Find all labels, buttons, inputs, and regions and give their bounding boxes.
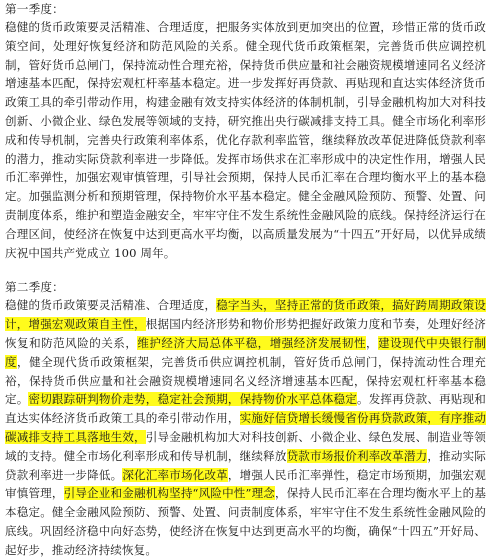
text-run: ，保持人民币汇率在合理均衡水平上的基本稳定。健全金融风险预防、预警、处置、问责制度体系，牢牢守住不发生系统性金融风险的底线。巩固经济稳中向好态势，使经济在恢复中达到更高水平的均衡，确保“十四五”开好局、起好步，推动经济持续恢复。 <box>5 486 487 557</box>
text-run: 。发挥再贷款、再贴现和直达实体经济货币政策工具的牵引带动作用， <box>5 392 486 426</box>
text-run: ，推动实际贷款利率进一步降低。 <box>5 448 486 482</box>
text-run: ，增强人民币汇率弹性，稳定市场预期，加强宏观审慎管理， <box>5 467 486 501</box>
text-run: 稳健的货币政策要灵活精准、合理适度， <box>5 298 217 313</box>
highlighted-text-run: 建设现代中央银行制度 <box>5 335 486 369</box>
text-run: ，健全现代货币政策框架，完善货币供应调控机制，管好货币总闸门，保持流动性合理充裕，保持货币供应量和社会融资规模增速同名义经济增速基本匹配，保持宏观杠杆率基本稳定。 <box>5 354 486 407</box>
highlighted-text-run: 深化汇率市场化改革 <box>122 467 228 482</box>
highlighted-text-run: 贷款市场报价利率改革潜力 <box>286 448 428 463</box>
text-run: 根据国内经济形势和物价形势把握好政策力度和节奏，处理好经济恢复和防范风险的关系， <box>5 317 486 350</box>
q2-section <box>5 279 486 559</box>
highlighted-text-run: 密切跟踪研判物价走势，稳定社会预期，保持物价水平总体稳定 <box>28 392 357 407</box>
q2-section-title: 第二季度： <box>5 280 64 295</box>
q1-paragraph <box>5 18 486 262</box>
q1-section <box>5 0 486 262</box>
highlighted-text-run: 维护经济大局总体平稳，增强经济发展韧性 <box>137 335 366 350</box>
text-run: ， <box>365 335 379 350</box>
highlighted-text-run: 稳字当头，坚持正常的货币政策，搞好跨周期政策设计，增强宏观政策自主性， <box>5 298 486 332</box>
q2-paragraph <box>5 296 486 559</box>
highlighted-text-run: 引导企业和金融机构坚持“风险中性”理念 <box>63 486 276 501</box>
text-run: 稳健的货币政策要灵活精准、合理适度，把服务实体放到更加突出的位置，珍惜正常的货币政策空间，处理好恢复经济和防范风险的关系。健全现代货币政策框架，完善货币供应调控机制，管好货币总闸门，保持流动性合理充裕，保持货币供应量和社会融资规模增速同名义经济增速基本匹配，保持宏观杠杆率基本稳定。进一步发挥好再贷款、再贴现和直达实体经济货币政策工具的牵引带动作用，构建金融有效支持实体经济的体制机制，引导金融机构加大对科技创新、小微企业、绿色发展等领域的支持，研究推出央行碳减排支持工具。健全市场化利率形成和传导机制，完善央行政策利率体系，优化存款利率监管，继续释放改革促进降低贷款利率的潜力，推动实际贷款利率进一步降低。发挥市场供求在汇率形成中的决定性作用，增强人民币汇率弹性，加强宏观审慎管理，引导社会预期，保持人民币汇率在合理均衡水平上的基本稳定。加强监测分析和预期管理，保持物价水平基本稳定。健全金融风险预防、预警、处置、问责制度体系，维护和塑造金融安全，牢牢守住不发生系统性金融风险的底线。保持经济运行在合理区间，使经济在恢复中达到更高水平均衡，以高质量发展为“十四五”开好局，以优异成绩庆祝中国共产党成立 100 周年。 <box>5 20 486 260</box>
text-run: 引导金融机构加大对科技创新、小微企业、绿色发展、制造业等领域的支持。健全市场化利率形成和传导机制，继续释放 <box>5 429 486 463</box>
q1-section-title: 第一季度： <box>5 2 64 16</box>
highlighted-text-run: 实施好信贷增长缓慢省份再贷款政策，有序推动碳减排支持工具落地生效， <box>5 411 487 444</box>
